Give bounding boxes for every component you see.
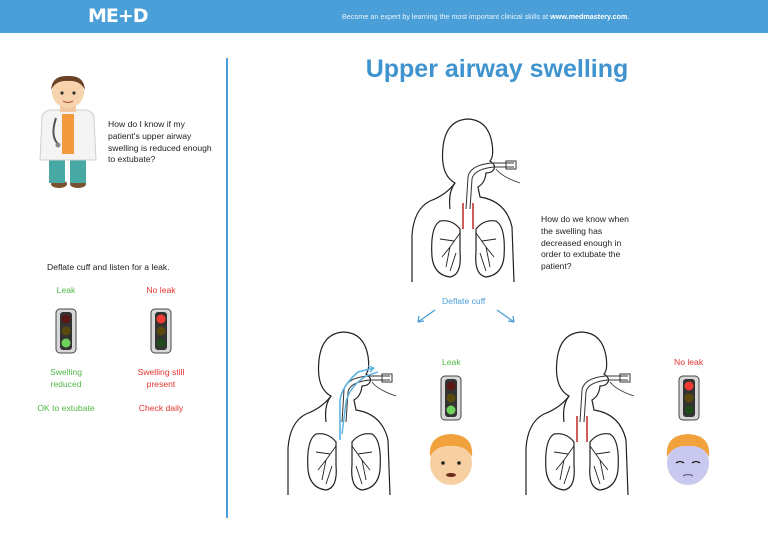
tagline-end: . [627,12,630,21]
left-noleak-result: Swelling still present [137,367,185,389]
left-question: How do I know if my patient's upper airway swelling is reduced enough to extubate? [108,119,212,165]
anatomy-intubated-top [410,117,522,283]
patient-face-cyanotic [663,429,713,489]
doctor-illustration [36,74,100,190]
top-banner [0,0,768,33]
column-divider [226,58,228,518]
arrow-right-icon [495,308,517,324]
traffic-light-green-right [440,375,462,421]
tagline-link[interactable]: www.medmastery.com [550,12,628,21]
tagline [342,12,629,21]
anatomy-leak [286,330,398,496]
deflate-cuff-label: Deflate cuff [442,296,486,306]
traffic-light-green [55,308,77,354]
tagline-text: Become an expert by learning the most important clinical skills at [342,12,551,21]
arrow-left-icon [415,308,437,324]
anatomy-no-leak [524,330,636,496]
traffic-light-red [150,308,172,354]
right-leak-label: Leak [442,357,461,367]
left-leak-label: Leak [56,285,76,295]
patient-face-healthy [426,429,476,489]
left-leak-action: OK to extubate [37,403,95,413]
left-instruction: Deflate cuff and listen for a leak. [47,262,170,272]
left-leak-result: Swelling reduced [49,367,82,389]
traffic-light-red-right [678,375,700,421]
right-question: How do we know when the swelling has decreased enough in order to extubate the patient? [541,214,629,272]
left-noleak-action: Check daily [138,403,184,413]
page-title: Upper airway swelling [365,55,629,83]
medmastery-logo[interactable]: ME+D [88,5,148,27]
right-noleak-label: No leak [674,357,704,367]
left-noleak-label: No leak [146,285,176,295]
